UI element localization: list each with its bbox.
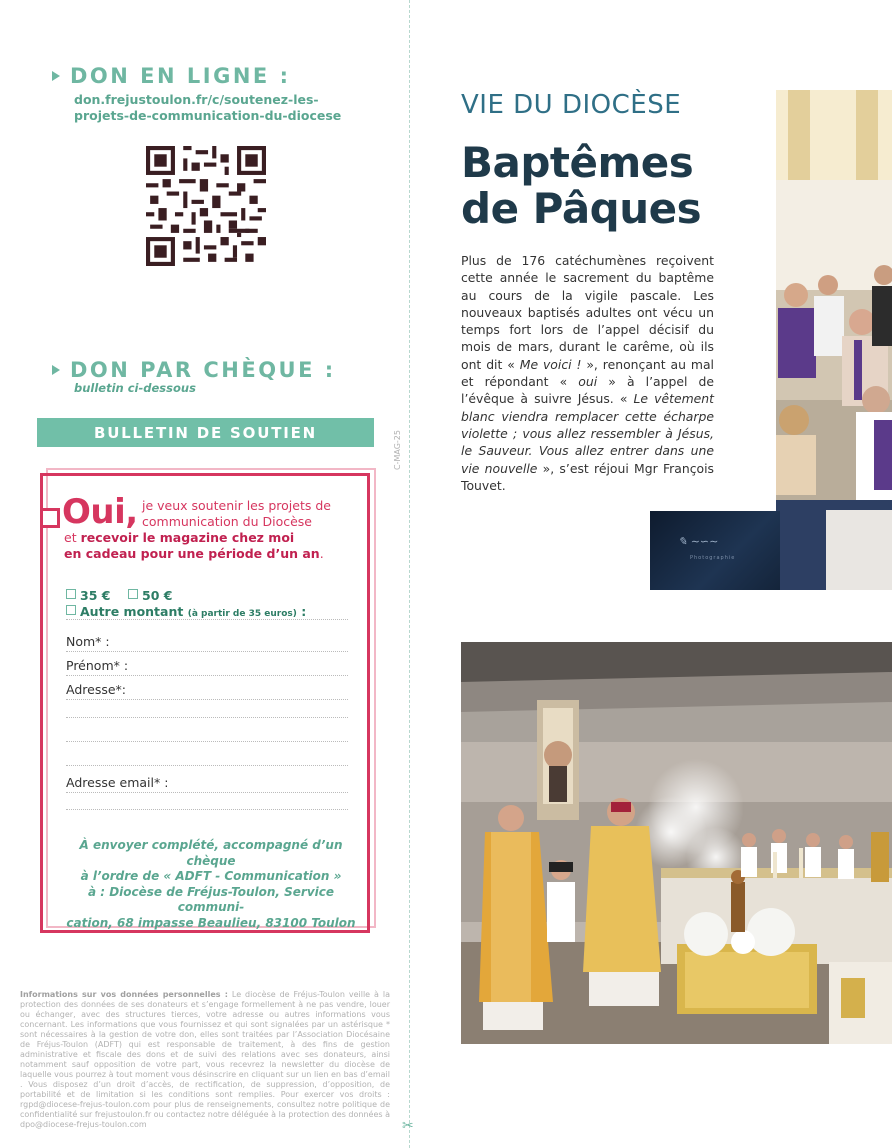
other-amount-checkbox[interactable] [66,605,76,615]
triangle-bullet-icon [52,365,60,375]
article-title: Baptêmes de Pâques [461,138,702,233]
photographer-signature: ✎ ∼∽∼ Photographie [650,511,780,590]
nom-field[interactable]: Nom* : [66,634,348,652]
oui-checkbox[interactable] [40,508,60,528]
email-field[interactable]: Adresse email* : [66,775,348,793]
qr-code-icon [146,146,266,266]
don-en-ligne-label: DON EN LIGNE : [70,64,291,88]
send-instructions: À envoyer complété, accompagné d’un chèque à l’ordre de « ADFT - Communication » à : Diocèse de Fréjus-Toulon, Service communi- cation, 68 impasse Beaulieu, 83100 Toulon [66,838,356,930]
donation-url-line1: don.frejustoulon.fr/c/soutenez-les- [74,92,319,107]
amount-35-checkbox[interactable] [66,589,76,599]
amount-35-option[interactable]: 35 € [66,588,110,603]
adresse-field[interactable]: Adresse*: [66,682,348,700]
privacy-notice: Informations sur vos données personnelles : Le diocèse de Fréjus-Toulon veille à la protection des données de ses donateurs et s’engage formellement à ne pas vendre, louer ou échanger, avec des structures tierces, votre adresse ou autres informations vous concernant. Les informations que vous fournissez et qui sont signalées par un astérisque * sont nécessaires à la gestion de votre don, elles sont traitées par l’Association Diocésaine de Fréjus-Toulon (ADFT) qui est responsable de traitement, à des fins de gestion administrative et fiscale des dons et de suivi des relations avec ses donateurs, ainsi notamment sauf opposition de votre part, vous recevrez la newsletter du diocèse de laquelle vous pourrez à tout moment vous désinscrire en cliquant sur un lien en bas d’email . Vous disposez d’un droit d’accès, de rectification, de suppression, d’opposition, de portabilité et de limitation si les conditions sont remplies. Pour exercer vos droits : rgpd@diocese-frejus-toulon.com pour plus de renseignements, consultez notre politique de confidentialité sur frejustoulon.fr ou contactez notre déléguée à la protection des données à dpo@diocese-frejus-toulon.com [20,990,390,1129]
triangle-bullet-icon [52,71,60,81]
form-intro: je veux soutenir les projets de communication du Diocèse [142,498,331,529]
form-offer: et recevoir le magazine chez moi en cadeau pour une période d’un an. [64,530,324,561]
don-par-cheque-heading [52,358,336,382]
scissors-icon: ✂ [402,1118,414,1134]
other-amount-option[interactable]: Autre montant (à partir de 35 euros) : [66,604,348,620]
adresse-line-2[interactable] [66,716,348,718]
cut-line [409,0,410,1148]
email-line-2[interactable] [66,808,348,810]
don-par-cheque-label: DON PAR CHÈQUE : [70,358,336,382]
donation-url-line2: projets-de-communication-du-diocese [74,108,342,123]
don-par-cheque-subtitle: bulletin ci-dessous [74,381,196,395]
oui-label: Oui, [62,492,138,532]
don-en-ligne-heading [52,64,290,88]
amount-50-checkbox[interactable] [128,589,138,599]
bulletin-title: BULLETIN DE SOUTIEN [37,418,374,447]
baptism-ceremony-photo [461,642,892,1044]
section-title: VIE DU DIOCÈSE [461,90,682,120]
prenom-field[interactable]: Prénom* : [66,658,348,676]
adresse-line-4[interactable] [66,764,348,766]
article-body: Plus de 176 catéchumènes reçoivent cette année le sacrement du baptême au cours de la vigile pascale. Les nouveaux baptisés adultes ont vécu un temps fort lors de l’appel décisif du mois de mars, durant le carême, où ils ont dit « Me voici ! », renonçant au mal et répondant « oui » à l’appel de l’évêque à suivre Jésus. « Le vêtement blanc viendra remplacer cette écharpe violette ; vous allez ressembler à Jésus, le Sauveur. Vous allez entrer dans une vie nouvelle », s’est réjoui Mgr François Touvet. [461,253,715,493]
margin-code: C-MAG-25 [393,430,402,470]
amount-50-option[interactable]: 50 € [128,588,172,603]
donation-url[interactable] [74,92,374,124]
catechumens-photo [776,90,892,590]
adresse-line-3[interactable] [66,740,348,742]
